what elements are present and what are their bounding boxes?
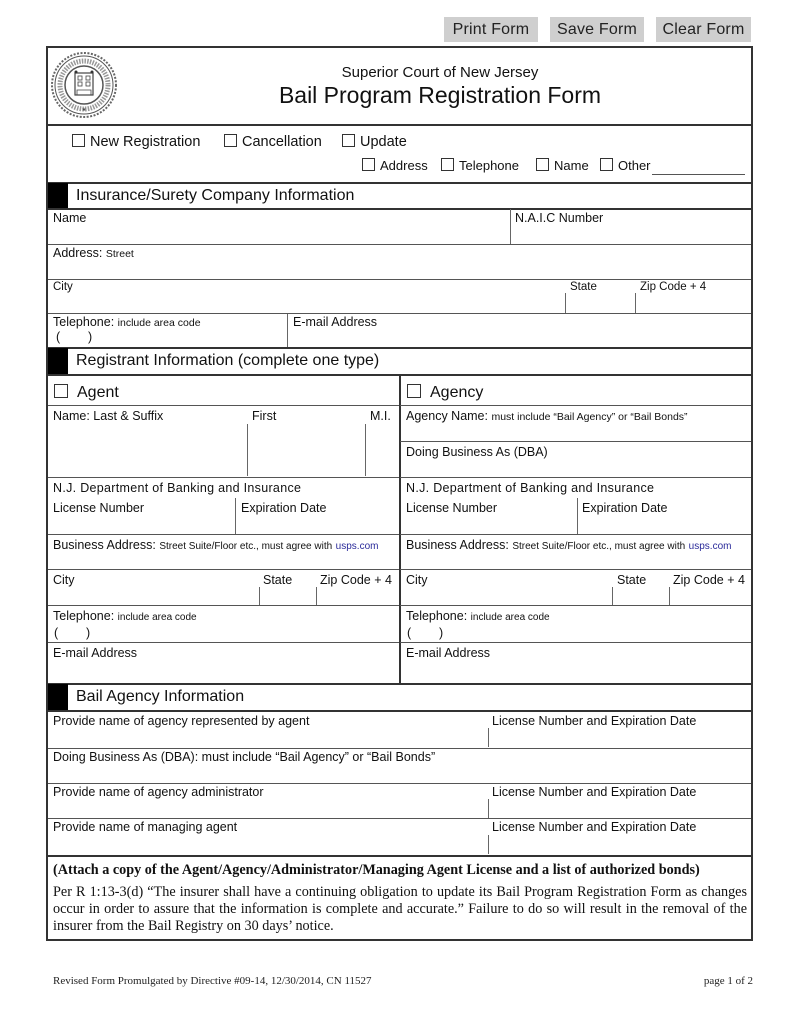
agent-expiration-label: Expiration Date bbox=[241, 501, 327, 515]
agent-last-name-label: Name: Last & Suffix bbox=[53, 409, 164, 423]
section-title: Bail Agency Information bbox=[76, 688, 245, 705]
insurer-zip-input[interactable] bbox=[637, 295, 750, 312]
registrant-section-header bbox=[48, 348, 751, 374]
agency-dobi-label: N.J. Department of Banking and Insurance bbox=[406, 481, 655, 495]
checkbox-label: Agent bbox=[77, 384, 119, 401]
agent-mi-input[interactable] bbox=[367, 425, 398, 475]
agent-email-input[interactable] bbox=[48, 662, 398, 681]
managing-agent-label: Provide name of managing agent bbox=[53, 820, 238, 834]
attach-notice: (Attach a copy of the Agent/Agency/Administrator/Managing Agent License and a list of authorized bonds) bbox=[53, 862, 700, 878]
agency-represented-license-label: License Number and Expiration Date bbox=[492, 714, 697, 728]
agent-email-label: E-mail Address bbox=[53, 646, 138, 660]
cancellation-checkbox[interactable] bbox=[224, 134, 322, 150]
agent-state-label: State bbox=[263, 573, 293, 587]
agent-mi-label: M.I. bbox=[370, 409, 391, 423]
agency-email-input[interactable] bbox=[400, 662, 750, 681]
agent-license-label: License Number bbox=[53, 501, 145, 515]
agency-state-label: State bbox=[617, 573, 647, 587]
agency-represented-license-input[interactable] bbox=[490, 730, 750, 746]
insurer-city-input[interactable] bbox=[48, 295, 564, 312]
checkbox-icon[interactable] bbox=[54, 384, 68, 398]
insurer-name-label: Name bbox=[53, 211, 87, 225]
insurer-address-input[interactable] bbox=[48, 261, 751, 278]
section-title: Insurance/Surety Company Information bbox=[76, 187, 355, 204]
page-number: page 1 of 2 bbox=[703, 975, 753, 987]
checkbox-icon[interactable] bbox=[224, 134, 237, 147]
agency-telephone-input[interactable]: ( ) bbox=[407, 626, 444, 640]
insurance-section-header bbox=[48, 183, 751, 209]
checkbox-icon[interactable] bbox=[362, 158, 375, 171]
insurer-telephone-label: Telephone: include area code bbox=[53, 315, 201, 329]
checkbox-icon[interactable] bbox=[441, 158, 454, 171]
agency-email-label: E-mail Address bbox=[406, 646, 491, 660]
agency-administrator-label: Provide name of agency administrator bbox=[53, 785, 264, 799]
agency-name-label: Agency Name: must include “Bail Agency” or “Bail Bonds” bbox=[406, 409, 688, 423]
agency-telephone-label: Telephone: include area code bbox=[406, 609, 550, 623]
agent-checkbox[interactable] bbox=[54, 384, 119, 402]
usps-link[interactable]: usps.com bbox=[335, 541, 379, 552]
update-other-checkbox[interactable] bbox=[600, 158, 651, 173]
checkbox-label: Name bbox=[554, 158, 589, 173]
agency-administrator-input[interactable] bbox=[48, 801, 486, 817]
agent-telephone-input[interactable]: ( ) bbox=[54, 626, 91, 640]
agency-city-label: City bbox=[406, 573, 428, 587]
agency-administrator-license-label: License Number and Expiration Date bbox=[492, 785, 697, 799]
naic-label: N.A.I.C Number bbox=[515, 211, 604, 225]
rule-notice: Per R 1:13-3(d) “The insurer shall have a continuing obligation to update its Bail Program Registration Form as changes occur in order to assure that the information is complete and accurate.” Failure to do so will result in the removal of the insurer from the Bail Registry on 30 days’ notice. bbox=[53, 884, 747, 934]
bail-dba-input[interactable] bbox=[48, 766, 750, 782]
bail-agency-section-header bbox=[48, 684, 751, 710]
managing-agent-input[interactable] bbox=[48, 836, 486, 852]
agent-license-input[interactable] bbox=[48, 517, 233, 534]
insurer-state-input[interactable] bbox=[567, 295, 633, 312]
agency-license-label: License Number bbox=[406, 501, 498, 515]
revision-footer: Revised Form Promulgated by Directive #09-14, 12/30/2014, CN 11527 bbox=[53, 975, 372, 987]
insurer-address-label: Address: Street bbox=[53, 246, 134, 260]
agency-dba-label: Doing Business As (DBA) bbox=[406, 445, 548, 459]
agency-zip-input[interactable] bbox=[671, 589, 750, 604]
checkbox-icon[interactable] bbox=[407, 384, 421, 398]
managing-agent-license-input[interactable] bbox=[490, 836, 750, 852]
checkbox-label: New Registration bbox=[90, 134, 201, 150]
clear-form-button[interactable]: Clear Form bbox=[656, 17, 751, 42]
agency-represented-input[interactable] bbox=[48, 730, 486, 746]
checkbox-icon[interactable] bbox=[536, 158, 549, 171]
agency-expiration-input[interactable] bbox=[579, 517, 749, 534]
checkbox-icon[interactable] bbox=[342, 134, 355, 147]
svg-text:★: ★ bbox=[81, 107, 87, 113]
agency-administrator-license-input[interactable] bbox=[490, 801, 750, 817]
print-form-button[interactable]: Print Form bbox=[444, 17, 538, 42]
agent-telephone-label: Telephone: include area code bbox=[53, 609, 197, 623]
agency-represented-label: Provide name of agency represented by agent bbox=[53, 714, 310, 728]
agent-state-input[interactable] bbox=[261, 589, 315, 604]
agent-first-name-input[interactable] bbox=[249, 425, 363, 475]
save-form-button[interactable]: Save Form bbox=[550, 17, 644, 42]
other-input[interactable] bbox=[652, 158, 745, 175]
update-address-checkbox[interactable] bbox=[362, 158, 428, 173]
checkbox-label: Update bbox=[360, 134, 407, 150]
insurer-telephone-input[interactable]: ( ) bbox=[56, 330, 93, 344]
bail-dba-label: Doing Business As (DBA): must include “Bail Agency” or “Bail Bonds” bbox=[53, 750, 436, 764]
agent-last-name-input[interactable] bbox=[48, 425, 246, 475]
checkbox-label: Cancellation bbox=[242, 134, 322, 150]
checkbox-label: Agency bbox=[430, 384, 484, 401]
agent-city-label: City bbox=[53, 573, 75, 587]
naic-input[interactable] bbox=[512, 226, 750, 243]
update-checkbox[interactable] bbox=[342, 134, 407, 150]
agency-zip-label: Zip Code + 4 bbox=[673, 573, 745, 587]
update-name-checkbox[interactable] bbox=[536, 158, 589, 173]
agent-zip-input[interactable] bbox=[318, 589, 398, 604]
agent-city-input[interactable] bbox=[48, 589, 258, 604]
agency-license-input[interactable] bbox=[400, 517, 575, 534]
agent-expiration-input[interactable] bbox=[237, 517, 397, 534]
agent-first-name-label: First bbox=[252, 409, 277, 423]
new-registration-checkbox[interactable] bbox=[72, 134, 200, 150]
insurer-name-input[interactable] bbox=[48, 226, 508, 243]
managing-agent-license-label: License Number and Expiration Date bbox=[492, 820, 697, 834]
agency-dba-input[interactable] bbox=[400, 461, 750, 476]
section-title: Registrant Information (complete one type) bbox=[76, 352, 380, 369]
agent-business-address-input[interactable] bbox=[48, 553, 398, 569]
usps-link[interactable]: usps.com bbox=[688, 541, 732, 552]
checkbox-icon[interactable] bbox=[72, 134, 85, 147]
agent-zip-label: Zip Code + 4 bbox=[320, 573, 392, 587]
court-seal-icon bbox=[50, 51, 118, 119]
insurer-city-label: City bbox=[53, 281, 73, 293]
agent-business-address-label: Business Address: Street Suite/Floor etc., must agree with usps.com bbox=[53, 538, 379, 552]
agency-state-input[interactable] bbox=[614, 589, 668, 604]
agency-expiration-label: Expiration Date bbox=[582, 501, 668, 515]
checkbox-icon[interactable] bbox=[600, 158, 613, 171]
agency-city-input[interactable] bbox=[400, 589, 611, 604]
update-telephone-checkbox[interactable] bbox=[441, 158, 519, 173]
insurer-state-label: State bbox=[570, 281, 597, 293]
page-title: Bail Program Registration Form bbox=[278, 82, 602, 108]
agency-business-address-input[interactable] bbox=[400, 553, 750, 569]
insurer-email-input[interactable] bbox=[289, 330, 749, 346]
agency-checkbox[interactable] bbox=[407, 384, 483, 402]
agent-dobi-label: N.J. Department of Banking and Insurance bbox=[53, 481, 302, 495]
court-name: Superior Court of New Jersey bbox=[341, 64, 539, 81]
agency-business-address-label: Business Address: Street Suite/Floor etc., must agree with usps.com bbox=[406, 538, 732, 552]
checkbox-label: Telephone bbox=[459, 158, 519, 173]
checkbox-label: Other bbox=[618, 158, 651, 173]
agency-name-input[interactable] bbox=[400, 425, 750, 440]
checkbox-label: Address bbox=[380, 158, 428, 173]
insurer-email-label: E-mail Address bbox=[293, 315, 378, 329]
insurer-zip-label: Zip Code + 4 bbox=[640, 281, 707, 293]
